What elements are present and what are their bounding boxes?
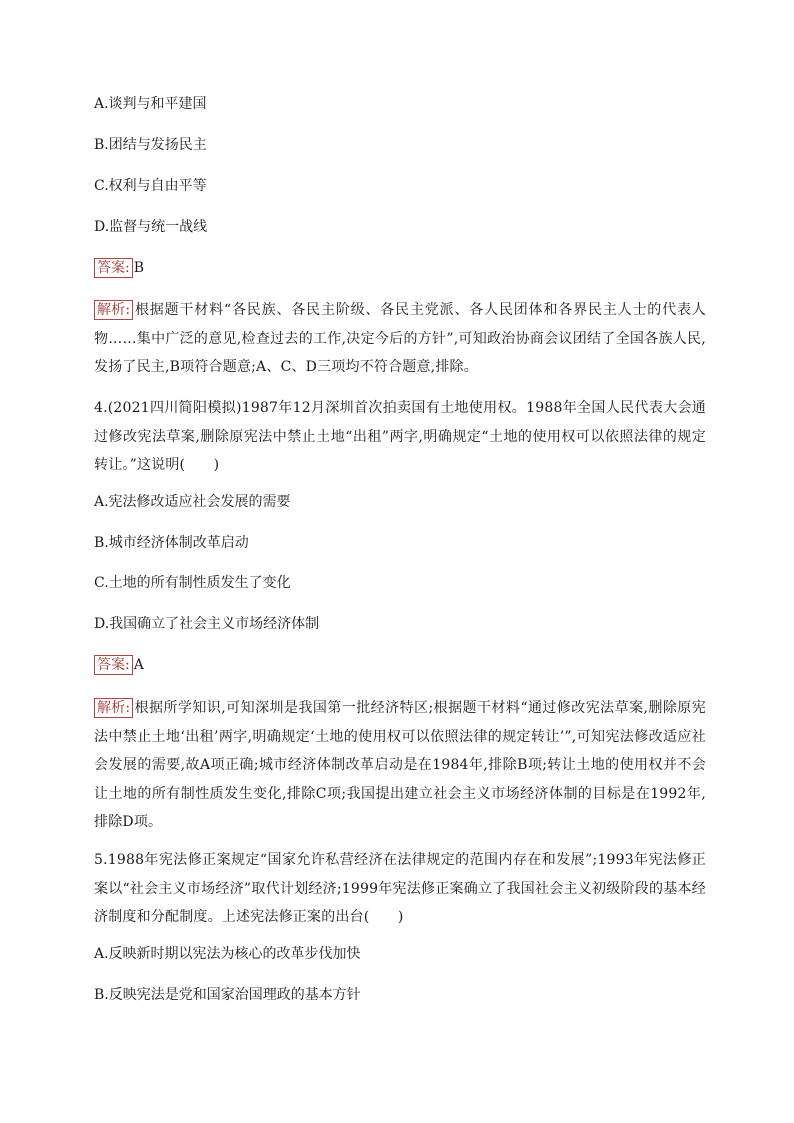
q3-answer bbox=[94, 258, 144, 278]
q5-stem: 5.1988年宪法修正案规定“国家允许私营经济在法律规定的范围内存在和发展”;1993年宪法修正案以“社会主义市场经济”取代计划经济;1999年宪法修正案确立了我国社会主义初级阶段的基本经济制度和分配制度。上述宪法修正案的出台( ) bbox=[94, 852, 706, 925]
analysis-text: 根据所学知识,可知深圳是我国第一批经济特区;根据题干材料“通过修改宪法草案,删除原宪法中禁止土地‘出租’两字,明确规定‘土地的使用权可以依照法律的规定转让’”,可知宪法修改适应社会发展的需要,故A项正确;城市经济体制改革启动是在1984年,排除B项;转让土地的使用权并不会让土地的所有制性质发生变化,排除C项;我国提出建立社会主义市场经济体制的目标是在1992年,排除D项。 bbox=[94, 700, 706, 830]
analysis-text: 根据题干材料“各民族、各民主阶级、各民主党派、各人民团体和各界民主人士的代表人物……集中广泛的意见,检查过去的工作,决定今后的方针”,可知政治协商会议团结了全国各族人民,发扬了民主,B项符合题意;A、C、D三项均不符合题意,排除。 bbox=[94, 302, 706, 375]
q4-option-a: A.宪法修改适应社会发展的需要 bbox=[94, 494, 291, 510]
answer-value: A bbox=[133, 657, 144, 673]
q5-option-b: B.反映宪法是党和国家治国理政的基本方针 bbox=[94, 987, 361, 1003]
analysis-label: 解析: bbox=[94, 300, 133, 320]
answer-label: 答案: bbox=[94, 655, 133, 675]
analysis-label: 解析: bbox=[94, 698, 133, 718]
answer-label: 答案: bbox=[94, 258, 133, 278]
q3-analysis bbox=[94, 296, 706, 382]
q3-option-a: A.谈判与和平建国 bbox=[94, 96, 207, 112]
q4-answer bbox=[94, 655, 144, 675]
q3-option-d: D.监督与统一战线 bbox=[94, 219, 208, 235]
q4-stem: 4.(2021四川简阳模拟)1987年12月深圳首次拍卖国有土地使用权。1988年全国人民代表大会通过修改宪法草案,删除原宪法中禁止土地“出租”两字,明确规定“土地的使用权可以依照法律的规定转让。”这说明( ) bbox=[94, 400, 706, 473]
q3-option-b: B.团结与发扬民主 bbox=[94, 137, 207, 153]
q4-option-b: B.城市经济体制改革启动 bbox=[94, 535, 249, 551]
q4-analysis bbox=[94, 694, 706, 837]
answer-value: B bbox=[133, 260, 145, 276]
q5-option-a: A.反映新时期以宪法为核心的改革步伐加快 bbox=[94, 946, 361, 962]
q4-option-d: D.我国确立了社会主义市场经济体制 bbox=[94, 616, 320, 632]
q3-option-c: C.权利与自由平等 bbox=[94, 178, 207, 194]
q4-option-c: C.土地的所有制性质发生了变化 bbox=[94, 575, 291, 591]
